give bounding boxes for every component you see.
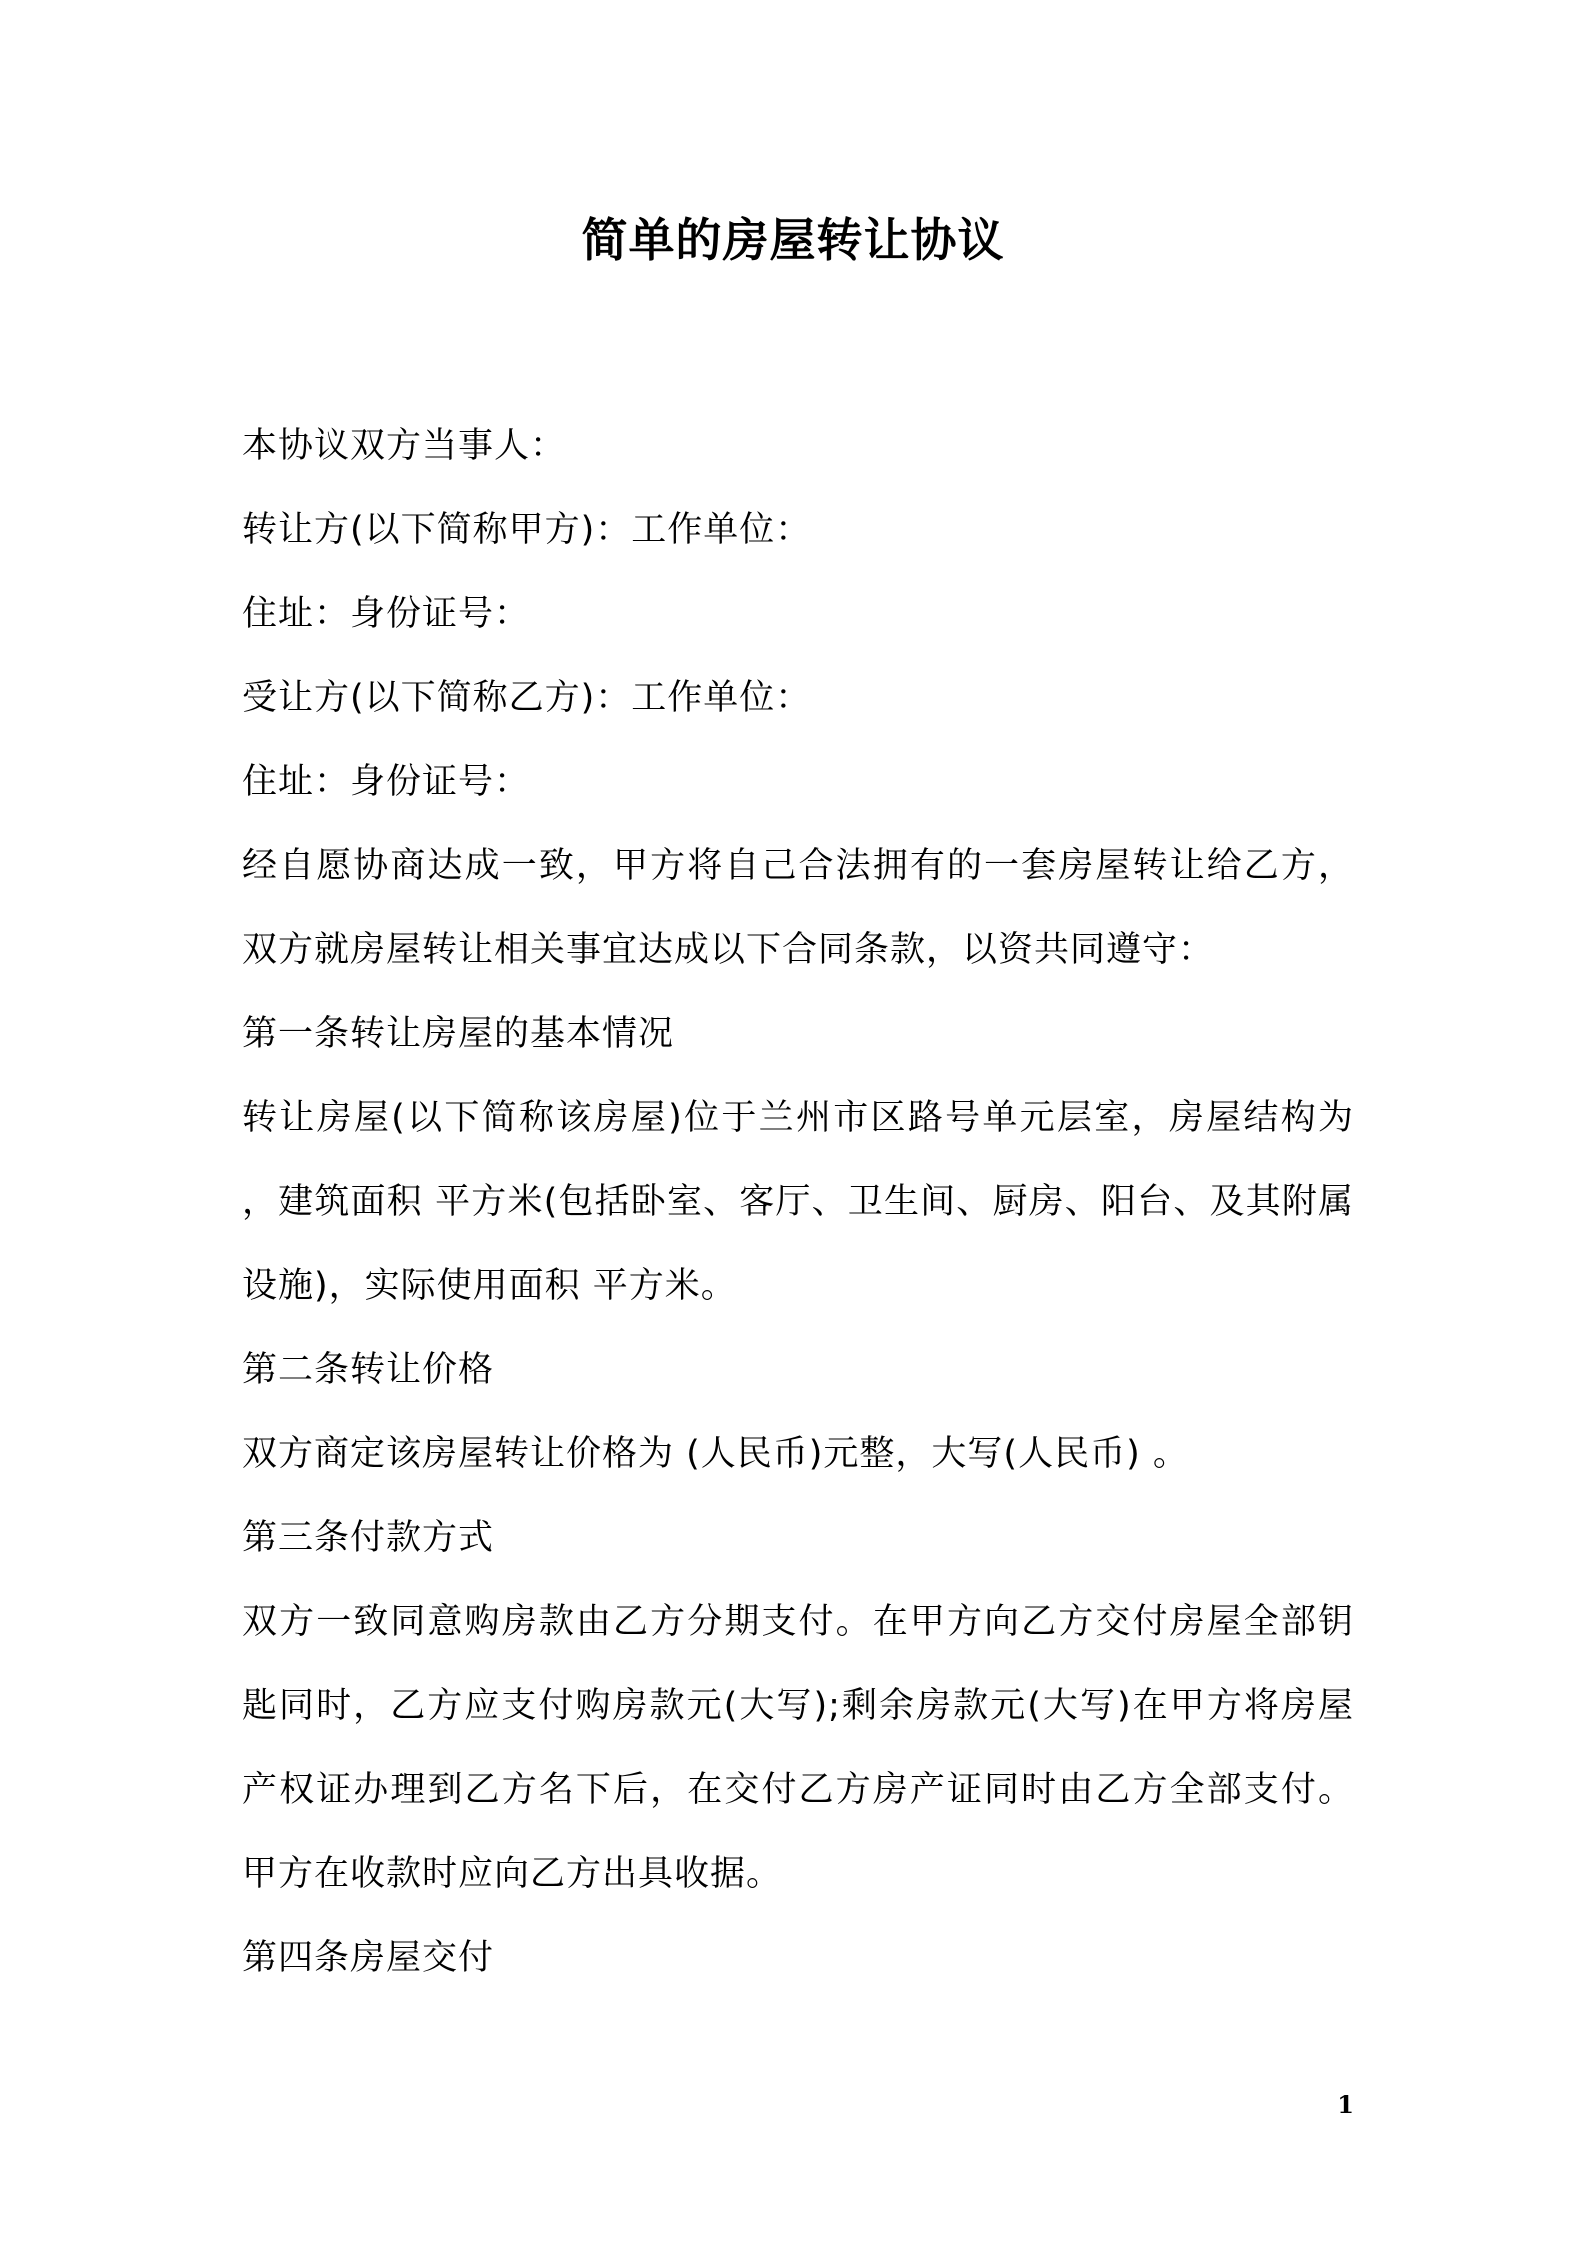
transferor-line: 转让方(以下简称甲方)：工作单位： [242, 510, 812, 550]
transferee-line: 受让方(以下简称乙方)：工作单位： [242, 678, 812, 718]
article-3-body: 双方一致同意购房款由乙方分期支付。在甲方向乙方交付房屋全部钥匙同时，乙方应支付购房款元(大写);剩余房款元(大写)在甲方将房屋产权证办理到乙方名下后，在交付乙方房产证同时由乙方全部支付。甲方在收款时应向乙方出具收据。 [242, 1602, 1354, 1894]
page-number: 1 [1337, 2090, 1354, 2119]
document-title: 简单的房屋转让协议 [581, 213, 1005, 267]
transferor-address-line: 住址：身份证号： [242, 594, 531, 634]
article-2-heading: 第二条转让价格 [242, 1350, 495, 1390]
agreement-preamble: 经自愿协商达成一致，甲方将自己合法拥有的一套房屋转让给乙方，双方就房屋转让相关事宜达成以下合同条款，以资共同遵守： [242, 846, 1354, 970]
article-1-body: 转让房屋(以下简称该房屋)位于兰州市区路号单元层室，房屋结构为 ，建筑面积 平方米(包括卧室、客厅、卫生间、厨房、阳台、及其附属设施)，实际使用面积 平方米。 [242, 1098, 1354, 1306]
document-body [242, 404, 1354, 2000]
parties-heading: 本协议双方当事人： [242, 426, 567, 466]
article-2-body: 双方商定该房屋转让价格为 (人民币)元整，大写(人民币) 。 [242, 1434, 1189, 1474]
article-3-heading: 第三条付款方式 [242, 1518, 495, 1558]
article-4-heading: 第四条房屋交付 [242, 1938, 495, 1978]
article-1-heading: 第一条转让房屋的基本情况 [242, 1014, 675, 1054]
transferee-address-line: 住址：身份证号： [242, 762, 531, 802]
